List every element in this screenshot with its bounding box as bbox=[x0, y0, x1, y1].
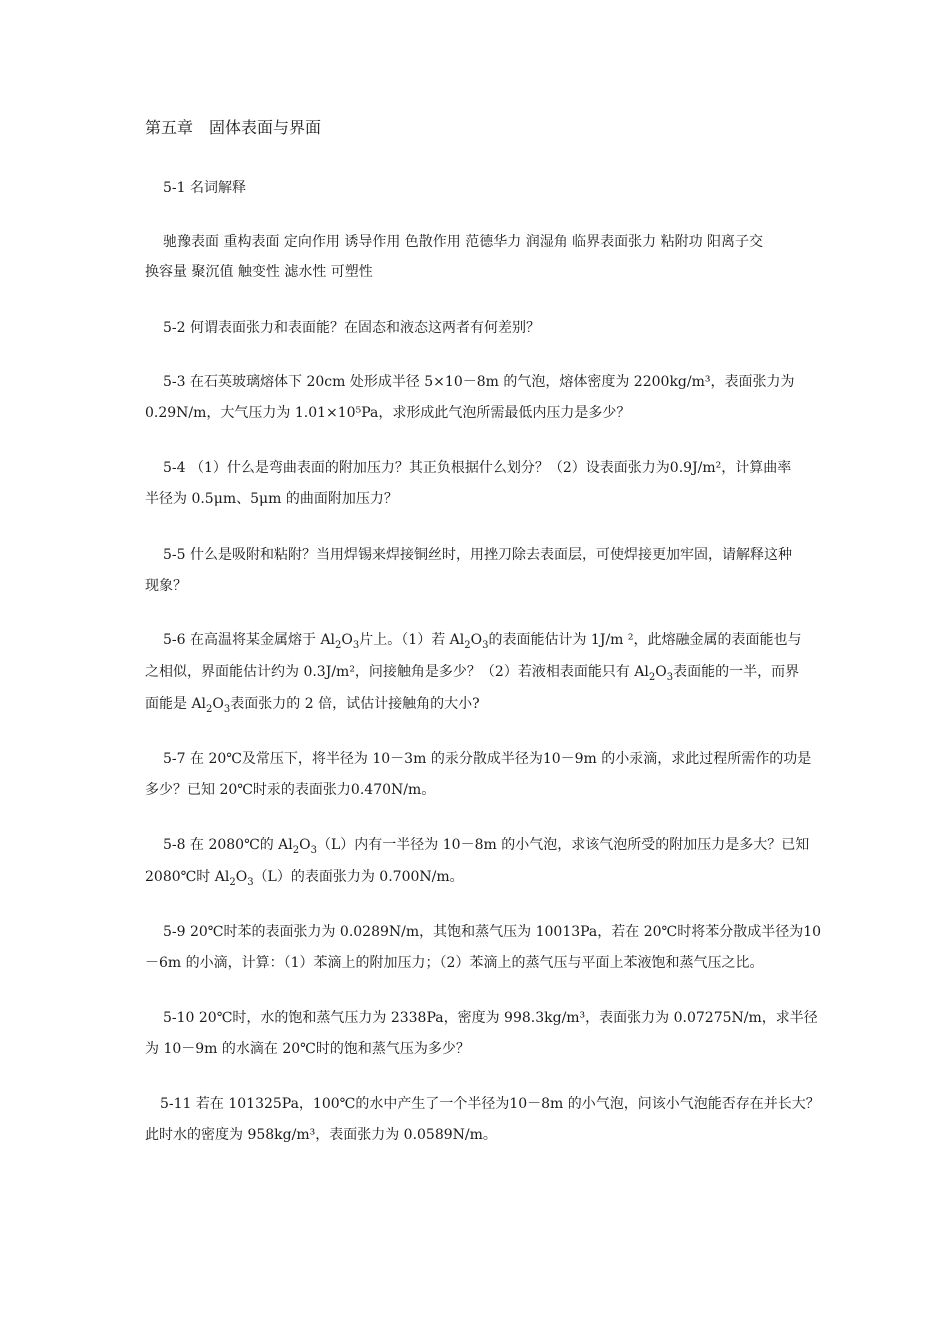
problem-5-5-line-1: 5-5 什么是吸附和粘附？当用焊锡来焊接铜丝时，用挫刀除去表面层，可使焊接更加牢固，请解释这种 bbox=[163, 547, 792, 563]
problem-5-5-line-2: 现象？ bbox=[145, 578, 187, 594]
problem-5-4-line-2: 半径为 0.5μm、5μm 的曲面附加压力？ bbox=[145, 491, 398, 507]
problem-5-6-line-2: 之相似，界面能估计约为 0.3J/m²，问接触角是多少？（2）若液相表面能只有 $Al_2O_3$表面能的一半，而界 bbox=[145, 664, 800, 683]
problem-5-7-line-1: 5-7 在 20℃及常压下，将半径为 10－3m 的汞分散成半径为10－9m 的小汞滴，求此过程所需作的功是 bbox=[163, 751, 812, 767]
problem-5-8-line-1: 5-8 在 2080℃的 $Al_2O_3(L)$内有一半径为 10－8m 的小气泡，求该气泡所受的附加压力是多大？已知 bbox=[163, 837, 810, 856]
terms-list-line-2: 换容量 聚沉值 触变性 滤水性 可塑性 bbox=[145, 264, 373, 280]
problem-5-8-line-2: 2080℃时 $Al_2O_3(L)$的表面张力为 0.700N/m。 bbox=[145, 869, 464, 888]
chapter-title: 第五章 固体表面与界面 bbox=[145, 118, 322, 137]
problem-5-6-line-3: 面能是 $Al_2O_3$表面张力的 2 倍，试估计接触角的大小? bbox=[145, 696, 480, 715]
problem-5-2: 5-2 何谓表面张力和表面能？在固态和液态这两者有何差别？ bbox=[163, 320, 540, 336]
problem-5-9-line-1: 5-9 20℃时苯的表面张力为 0.0289N/m，其饱和蒸气压为 10013Pa，若在 20℃时将苯分散成半径为10 bbox=[163, 924, 822, 940]
problem-5-6-line-1: 5-6 在高温将某金属熔于 $Al_2O_3$片上。（1）若 $Al_2O_3$的表面能估计为 1J/m ²，此熔融金属的表面能也与 bbox=[163, 632, 802, 651]
problem-5-3-line-2: 0.29N/m，大气压力为 1.01×10⁵Pa，求形成此气泡所需最低内压力是多少？ bbox=[145, 405, 631, 421]
problem-5-11-line-2: 此时水的密度为 958kg/m³，表面张力为 0.0589N/m。 bbox=[145, 1127, 497, 1143]
problem-5-1-heading: 5-1 名词解释 bbox=[163, 180, 246, 196]
problem-5-10-line-2: 为 10－9m 的水滴在 20℃时的饱和蒸气压为多少？ bbox=[145, 1041, 470, 1057]
problem-5-11-line-1: 5-11 若在 101325Pa，100℃的水中产生了一个半径为10－8m 的小气泡，问该小气泡能否存在并长大？ bbox=[160, 1096, 820, 1112]
problem-5-9-line-2: －6m 的小滴，计算：（1）苯滴上的附加压力；（2）苯滴上的蒸气压与平面上苯液饱和蒸气压之比。 bbox=[145, 955, 764, 971]
problem-5-7-line-2: 多少？已知 20℃时汞的表面张力0.470N/m。 bbox=[145, 782, 436, 798]
problem-5-3-line-1: 5-3 在石英玻璃熔体下 20cm 处形成半径 5×10－8m 的气泡，熔体密度为 2200kg/m³，表面张力为 bbox=[163, 374, 795, 390]
problem-5-4-line-1: 5-4 （1）什么是弯曲表面的附加压力？其正负根据什么划分？（2）设表面张力为0.9J/m²，计算曲率 bbox=[163, 460, 792, 476]
terms-list-line-1: 驰豫表面 重构表面 定向作用 诱导作用 色散作用 范德华力 润湿角 临界表面张力 粘附功 阳离子交 bbox=[163, 234, 764, 250]
problem-5-10-line-1: 5-10 20℃时，水的饱和蒸气压力为 2338Pa，密度为 998.3kg/m³，表面张力为 0.07275N/m，求半径 bbox=[163, 1010, 818, 1026]
